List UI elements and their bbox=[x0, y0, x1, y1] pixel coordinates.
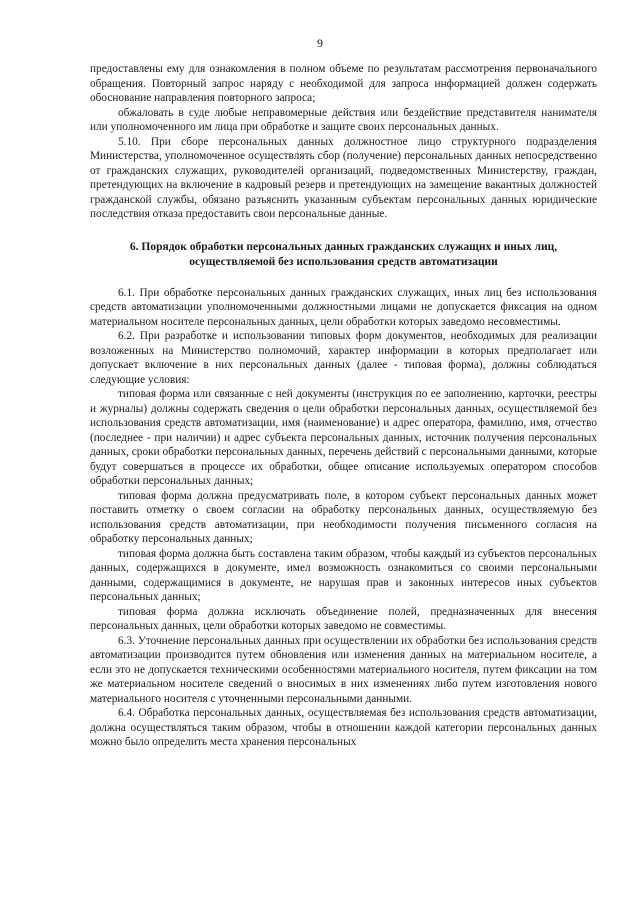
paragraph: 6.2. При разработке и использовании типовых форм документов, необходимых для реализации возложенных на Министерство полномочий, характер информации в которых предполагает или допускает включение в них персональных данных (далее - типовая форма), должны соблюдаться следующие условия: bbox=[90, 330, 597, 386]
paragraph: 5.10. При сборе персональных данных должностное лицо структурного подразделения Министерства, уполномоченное осуществлять сбор (получение) персональных данных непосредственно от гражданских служащих, руководителей организаций, подведомственных Министерству, граждан, претендующих на включение в кадровый резерв и претендующих на замещение вакантных должностей гражданской службы, обязано разъяснить указанным субъектам персональных данных юридические последствия отказа предоставить свои персональные данные. bbox=[90, 135, 597, 220]
paragraph: 6.4. Обработка персональных данных, осуществляемая без использования средств автоматизации, должна осуществляться таким образом, чтобы в отношении каждой категории персональных данных можно было определить места хранения персональных bbox=[90, 707, 597, 748]
paragraph: предоставлены ему для ознакомления в полном объеме по результатам рассмотрения первоначального обращения. Повторный запрос наряду с необходимой для запроса информацией должен содержать обоснование направления повторного запроса; bbox=[90, 63, 597, 104]
paragraph: 6.1. При обработке персональных данных гражданских служащих, иных лиц без использования средств автоматизации уполномоченными должностными лицами не допускается фиксация на одном материальном носителе персональных данных, цели обработки которых заведомо несовместимы. bbox=[90, 286, 597, 328]
paragraph: типовая форма должна предусматривать поле, в котором субъект персональных данных может поставить отметку о своем согласии на обработку персональных данных, осуществляемую без использования средств автоматизации, при необходимости получения письменного согласия на обработку персональных данных; bbox=[90, 489, 597, 545]
paragraph: обжаловать в суде любые неправомерные действия или бездействие представителя нанимателя или уполномоченного им лица при обработке и защите своих персональных данных. bbox=[90, 106, 597, 133]
paragraph: типовая форма или связанные с ней документы (инструкция по ее заполнению, карточки, реестры и журналы) должны содержать сведения о цели обработки персональных данных, осуществляемой без использования средств автоматизации, имя (наименование) и адрес оператора, фамилию, имя, отчество (последнее - при наличии) и адрес субъекта персональных данных, источник получения персональных данных, сроки обработки персональных данных, перечень действий с персональными данными, которые будут совершаться в процессе их обработки, общее описание используемых оператором способов обработки персональных данных; bbox=[90, 388, 597, 487]
page-number: 9 bbox=[317, 36, 323, 50]
paragraph: типовая форма должна быть составлена таким образом, чтобы каждый из субъектов персональных данных, содержащихся в документе, имел возможность ознакомиться со своими персональными данными, содержащимися в документе, не нарушая прав и законных интересов иных субъектов персональных данных; bbox=[90, 547, 597, 603]
paragraph: 6.3. Уточнение персональных данных при осуществлении их обработки без использования средств автоматизации производится путем обновления или изменения данных на материальном носителе, а если это не допускается техническими особенностями материального носителя, путем фиксации на том же материальном носителе сведений о вносимых в них изменениях либо путем изготовления нового материального носителя с уточненными персональными данными. bbox=[90, 634, 597, 705]
section-heading: 6. Порядок обработки персональных данных гражданских служащих и иных лиц, осуществляемой без использования средств автоматизации bbox=[129, 240, 558, 268]
paragraph: типовая форма должна исключать объединение полей, предназначенных для внесения персональных данных, цели обработки которых заведомо не совместимы. bbox=[90, 605, 597, 632]
document-body bbox=[90, 62, 597, 750]
